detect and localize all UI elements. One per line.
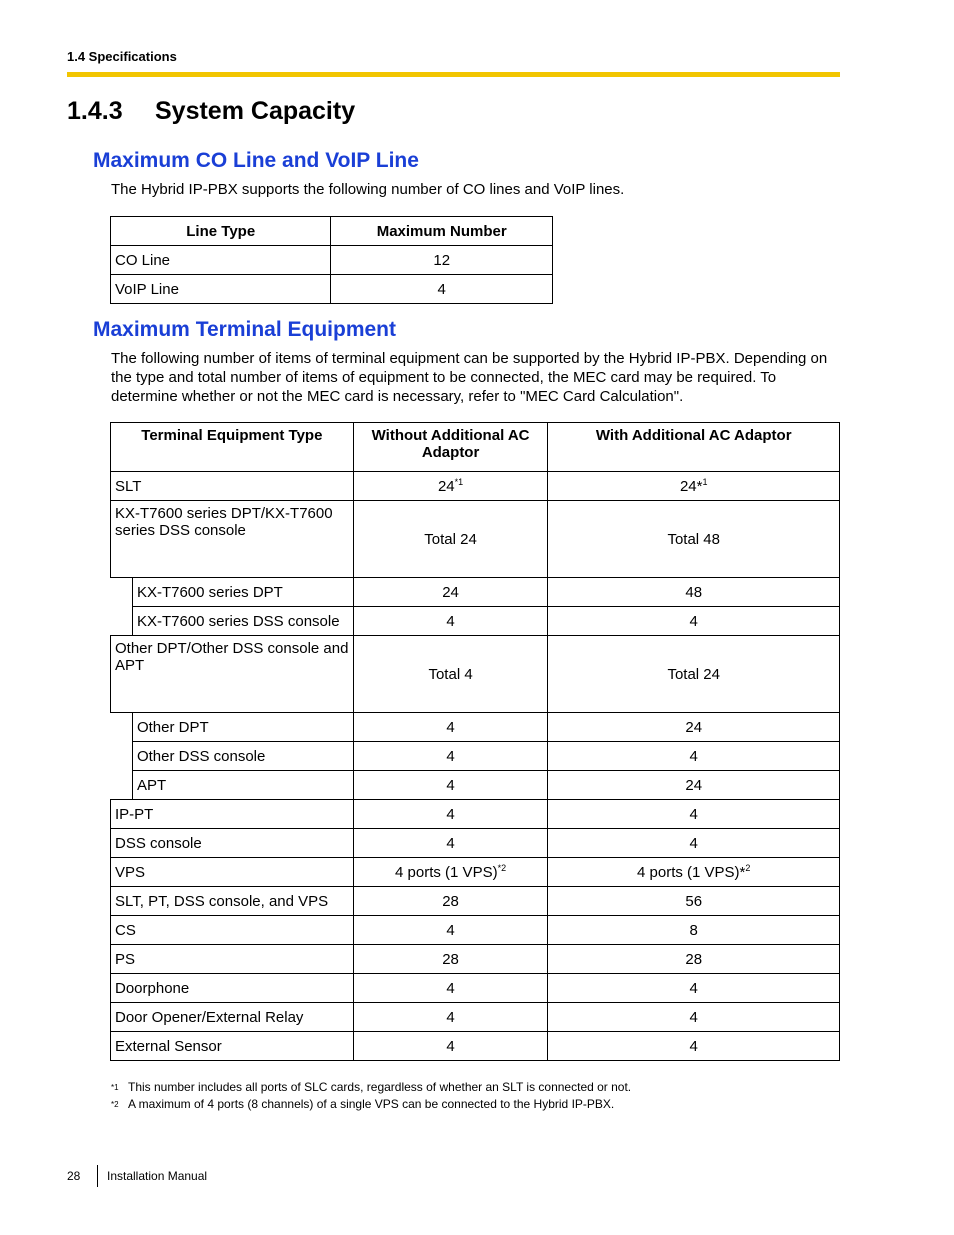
page-footer (67, 1165, 207, 1187)
table-cell: 4 (548, 1032, 840, 1061)
table-cell: 4 (331, 275, 553, 304)
table-row (111, 275, 553, 304)
table-cell: Total 4 (353, 636, 548, 713)
table-cell (353, 472, 548, 501)
table-cell: 4 (548, 974, 840, 1003)
table-cell: 4 (353, 800, 548, 829)
section-number: 1.4.3 (67, 97, 123, 125)
table-cell: 4 (548, 829, 840, 858)
table-cell: 4 (353, 742, 548, 771)
table-cell: 28 (353, 945, 548, 974)
footnote-ref: *1 (454, 477, 464, 487)
table-cell: VPS (111, 858, 354, 887)
table-cell: Total 48 (548, 501, 840, 578)
table-cell: IP-PT (111, 800, 354, 829)
footnote-ref: 2 (745, 863, 751, 873)
table-row (111, 1032, 840, 1061)
column-header: Maximum Number (331, 217, 553, 246)
table-header-row (111, 217, 553, 246)
table-cell: 4 (353, 916, 548, 945)
column-header: Without Additional AC Adaptor (353, 423, 548, 472)
table-row (111, 887, 840, 916)
table-cell: Other DPT (132, 713, 353, 742)
table-cell: Total 24 (548, 636, 840, 713)
footnotes (111, 1079, 631, 1113)
footer-divider (97, 1165, 98, 1187)
footnote (111, 1079, 631, 1096)
table-cell: 4 (548, 800, 840, 829)
table-cell: 12 (331, 246, 553, 275)
table-cell: APT (132, 771, 353, 800)
table-cell: DSS console (111, 829, 354, 858)
table-cell (548, 472, 840, 501)
table-cell: 4 (548, 607, 840, 636)
table-cell: Total 24 (353, 501, 548, 578)
table-row (111, 472, 840, 501)
table-header-row (111, 423, 840, 472)
table-cell: Door Opener/External Relay (111, 1003, 354, 1032)
cell-value: 24 (437, 478, 455, 495)
table-cell: 24 (548, 771, 840, 800)
cell-value: 4 ports (1 VPS) (395, 864, 498, 881)
table-cell: 4 (353, 974, 548, 1003)
table-row (111, 800, 840, 829)
table-row (111, 742, 840, 771)
table-cell: 4 (353, 1003, 548, 1032)
table-cell: 4 (548, 1003, 840, 1032)
terminal-equipment-intro: The following number of items of terminal equipment can be supported by the Hybrid IP-PBX. Depending on the type and total number of items of equipment to be connected, the MEC card may be required. To determine whether or not the MEC card is necessary, refer to "MEC Card Calculation". (111, 350, 828, 405)
table-cell: 28 (353, 887, 548, 916)
running-head: 1.4 Specifications (67, 49, 177, 64)
table-cell: 4 (353, 771, 548, 800)
cell-value: 24* (679, 478, 703, 495)
table-cell: 4 (548, 742, 840, 771)
terminal-equipment-table (110, 422, 840, 1061)
table-cell: SLT, PT, DSS console, and VPS (111, 887, 354, 916)
header-rule (67, 72, 840, 77)
table-cell: CS (111, 916, 354, 945)
section-title (67, 97, 355, 126)
table-cell: KX-T7600 series DSS console (132, 607, 353, 636)
table-cell: Doorphone (111, 974, 354, 1003)
indent-cell (111, 771, 133, 800)
table-row (111, 578, 840, 607)
cell-value: 4 ports (1 VPS)* (637, 864, 746, 881)
co-line-table (110, 216, 553, 304)
table-cell: External Sensor (111, 1032, 354, 1061)
table-cell: 4 (353, 1032, 548, 1061)
indent-cell (111, 713, 133, 742)
table-row (111, 974, 840, 1003)
table-cell: 4 (353, 829, 548, 858)
indent-cell (111, 578, 133, 607)
footnote-mark: *2 (111, 1100, 119, 1109)
footnote-ref: 1 (702, 477, 708, 487)
table-group-row (111, 501, 840, 578)
table-cell (548, 858, 840, 887)
table-cell: SLT (111, 472, 354, 501)
co-line-intro: The Hybrid IP-PBX supports the following number of CO lines and VoIP lines. (111, 181, 625, 198)
terminal-equipment-heading: Maximum Terminal Equipment (93, 318, 396, 341)
table-row (111, 829, 840, 858)
footnote-text: This number includes all ports of SLC cards, regardless of whether an SLT is connected or not. (128, 1080, 632, 1094)
table-cell: 24 (548, 713, 840, 742)
section-title-text: System Capacity (155, 97, 356, 125)
table-row (111, 945, 840, 974)
manual-title: Installation Manual (107, 1169, 208, 1183)
footnote-text: A maximum of 4 ports (8 channels) of a single VPS can be connected to the Hybrid IP-PBX. (128, 1097, 615, 1111)
table-cell (353, 858, 548, 887)
table-group-row (111, 636, 840, 713)
footnote-ref: *2 (497, 863, 507, 873)
table-row (111, 1003, 840, 1032)
table-row (111, 607, 840, 636)
column-header: Line Type (111, 217, 331, 246)
table-cell: 28 (548, 945, 840, 974)
column-header: With Additional AC Adaptor (548, 423, 840, 472)
table-cell: 56 (548, 887, 840, 916)
table-cell: KX-T7600 series DPT (132, 578, 353, 607)
column-header: Terminal Equipment Type (111, 423, 354, 472)
table-cell: VoIP Line (111, 275, 331, 304)
table-cell: Other DPT/Other DSS console and APT (111, 636, 354, 713)
table-row (111, 916, 840, 945)
page-number: 28 (67, 1169, 81, 1183)
footnote-mark: *1 (111, 1083, 119, 1092)
table-row (111, 246, 553, 275)
table-cell: KX-T7600 series DPT/KX-T7600 series DSS console (111, 501, 354, 578)
table-cell: 8 (548, 916, 840, 945)
table-row (111, 713, 840, 742)
table-cell: 4 (353, 607, 548, 636)
indent-cell (111, 607, 133, 636)
table-cell: 24 (353, 578, 548, 607)
footnote (111, 1096, 631, 1113)
table-cell: PS (111, 945, 354, 974)
table-cell: 4 (353, 713, 548, 742)
co-line-heading: Maximum CO Line and VoIP Line (93, 149, 419, 172)
table-cell: 48 (548, 578, 840, 607)
table-cell: CO Line (111, 246, 331, 275)
table-row (111, 858, 840, 887)
table-row (111, 771, 840, 800)
table-cell: Other DSS console (132, 742, 353, 771)
indent-cell (111, 742, 133, 771)
